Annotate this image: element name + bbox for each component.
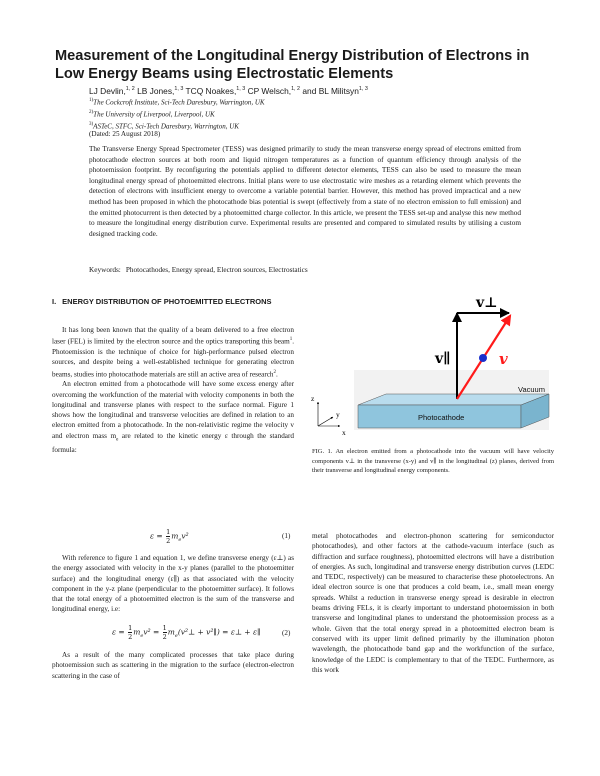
author: TCQ Noakes,$^{1, 3}$ xyxy=(185,85,246,96)
paragraph: metal photocathodes and electron-phonon scattering for semiconductor photocathodes), and other factors at the cathode-vacuum interface (such as diffraction and surface roughness), photoemitted electrons will have a distribution of energies. As such, longitudinal and transverse energy distribution curves (LEDC and TEDC, respectively) can be measured to characterise these photoelectrons. An ideal electron source is one that produces a cold beam, i.e., small mean energy spreads. Whilst a reduction in transverse energy spread is desirable in electron beams driving FELs, it is clearly important to understand photoemission in both transverse and longitudinal planes to understand the photoemission process as a whole. Given that the total energy spread in a photoemitted electron beam is conserved with its upper limit defined primarily by the illumination photon wavelength, the photocathode band gap and the workfunction of the surface, knowledge of the LEDC is complementary to that of the TEDC. Furthermore, as this work xyxy=(312,532,554,674)
vacuum-label: Vacuum xyxy=(518,385,545,394)
figure-1-diagram xyxy=(306,288,556,438)
figure-1-caption: FIG. 1. An electron emitted from a photocathode into the vacuum will have velocity components v⊥ in the transverse (x-y) and v∥ in the longitudinal (z) planes, derived from their transverse and longitudinal energy components. xyxy=(312,448,554,475)
v-total-label: v xyxy=(499,350,508,368)
paragraph: With reference to figure 1 and equation 1, we define transverse energy (ε⊥) as the energy associated with velocity in the x-y planes (parallel to the photoemitter surface) and the longitudinal energy (ε∥) as that associated with the velocity component in the y-z plane (perpendicular to the photoemitter surface). It follows that the total energy of a photoemitted electron is the sum of the transverse and longitudinal energy, i.e: xyxy=(52,554,294,614)
equation-2-number: (2) xyxy=(282,629,291,637)
paper-title: Measurement of the Longitudinal Energy Distribution of Electrons in Low Energy Beams using Electrostatic Elements xyxy=(55,48,530,82)
author: LB Jones,$^{1, 3}$ xyxy=(137,85,184,96)
author: LJ Devlin,$^{1, 2}$ xyxy=(89,85,135,96)
author-list xyxy=(89,84,368,96)
photocathode-slab-top xyxy=(358,394,549,405)
right-column-text xyxy=(312,531,554,675)
z-axis-label: z xyxy=(311,394,315,403)
equation-2: ε = $\frac{1}{2}$ $m_ev^2$ = $\frac{1}{2}$ $m_e(v^2\perp$ + v²∥) = ε⊥ + ε∥ xyxy=(112,624,261,641)
section-heading: I. ENERGY DISTRIBUTION OF PHOTOEMITTED ELECTRONS xyxy=(52,297,272,306)
paragraph: As a result of the many complicated processes that take place during photoemission such as scattering in the migration to the surface (electron-electron scattering in the case of xyxy=(52,651,294,680)
left-column-top xyxy=(52,325,294,456)
paragraph: An electron emitted from a photocathode will have some excess energy after overcoming the workfunction of the material with velocity components in both the longitudinal and transverse planes with respect to the surface normal. Figure 1 shows how the longitudinal and transverse velocities are defined in relation to an electron emitted from a photocathode. In the non-relativistic regime the velocity v and electron mass $m_e$ are related to the kinetic energy ε through the standard formula: xyxy=(52,380,294,455)
date-line: (Dated: 25 August 2018) xyxy=(89,130,161,138)
affiliation: $^{2)}$The University of Liverpool, Liverpool, UK xyxy=(89,109,215,119)
electron-dot xyxy=(479,354,487,362)
v-parallel-label: v∥ xyxy=(435,351,451,367)
equation-1-number: (1) xyxy=(282,532,291,540)
affiliation: $^{1)}$The Cockcroft Institute, Sci-Tech Daresbury, Warrington, UK xyxy=(89,98,265,107)
y-axis-label: y xyxy=(336,410,340,419)
keywords xyxy=(89,266,308,274)
x-axis-label: x xyxy=(342,428,346,437)
keywords-label: Keywords: xyxy=(89,266,121,274)
v-perp-label: v⊥ xyxy=(476,295,498,311)
abstract: The Transverse Energy Spread Spectrometer (TESS) was designed primarily to study the mean transverse energy spread of electrons emitted from photocathode electron sources at both room and liquid nitrogen temperatures as a function of quantum efficiency through analysis of the photoemission footprint. By reconfiguring the potentials applied to different detector elements, TESS can also be used to measure the mean longitudinal energy spread of photoemitted electrons. Initial plans were to use electrostatic wire meshes as a retarding element which prevents the detection of electrons with insufficient energy to overcome a variable potential barrier. However, this method has proved impractical and a new method has been proposed in which the photocathode bias potential is swept (effectively from a state of no electron emission to full emission) and the emitted photocurrent is then detected by a photoemitted charge collector. In this article, we present the TESS set-up and analyse this new method to measure the longitudinal energy distribution curve. Experimental results are presented and compared to simulated results by utilising a custom designed tracking code. xyxy=(89,145,521,238)
affiliation-list xyxy=(89,96,265,131)
y-axis xyxy=(318,417,333,426)
equation-1: ε = $\frac{1}{2}$ $m_ev^2$ xyxy=(150,528,189,545)
author: CP Welsch,$^{1, 2}$ xyxy=(247,85,301,96)
affiliation: $^{3)}$ASTeC, STFC, Sci-Tech Daresbury, Warrington, UK xyxy=(89,121,239,130)
paragraph: It has long been known that the quality of a beam delivered to a free electron laser (FEL) is limited by the electron source and the optics transporting this beam$^1$. Photoemission is the technique of choice for high-performance pulsed electron sources, and despite being a well-established technique for generating electron beams, studies into photocathode materials are still an active area of research$^2$. xyxy=(52,326,294,378)
left-column-middle xyxy=(52,553,294,615)
left-column-bottom xyxy=(52,650,294,681)
keywords-text: Photocathodes, Energy spread, Electron sources, Electrostatics xyxy=(125,266,308,274)
author: and BL Militsyn$^{1, 3}$ xyxy=(302,85,368,96)
photocathode-label: Photocathode xyxy=(418,413,465,422)
